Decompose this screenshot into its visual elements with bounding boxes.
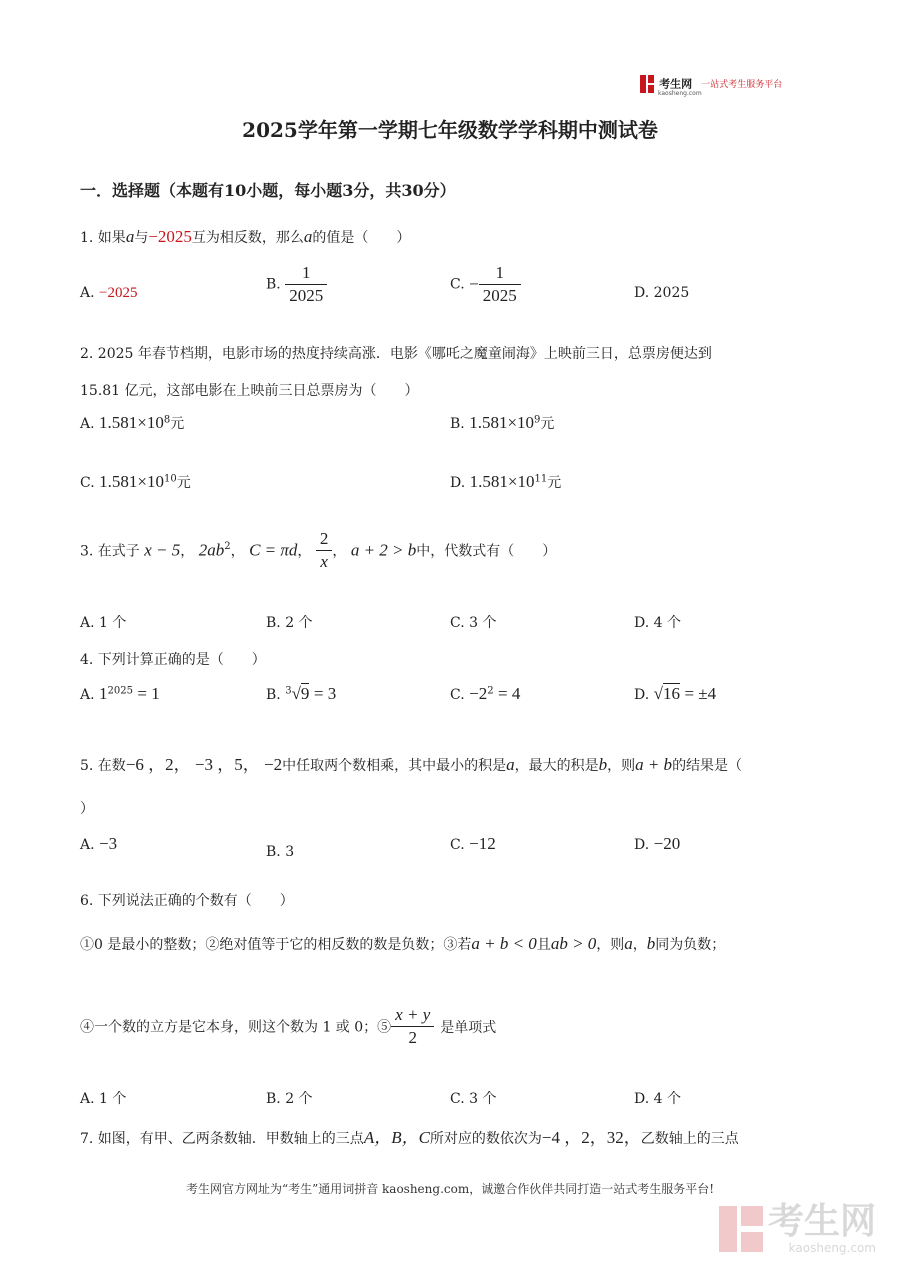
q4-option-d[interactable]: D. √16 = ±4 bbox=[634, 684, 717, 703]
watermark-logo-icon bbox=[719, 1206, 763, 1252]
q4-option-a[interactable]: A. $1^{2025} = 1$ bbox=[80, 684, 160, 703]
q6-option-d[interactable]: D. 4 个 bbox=[634, 1091, 681, 1107]
question-2-line1: 2. 2025 年春节档期，电影市场的热度持续高涨．电影《哪吒之魔童闹海》上映前三日，总票房便达到 bbox=[80, 346, 712, 362]
watermark-sub: kaosheng.com bbox=[788, 1241, 876, 1255]
question-7: 7. 如图，有甲、乙两条数轴．甲数轴上的三点A，B，C所对应的数依次为−4 ，2，32，乙数轴上的三点 bbox=[80, 1128, 739, 1147]
question-1: 1. 如果a与−2025互为相反数，那么a的值是（ ） bbox=[80, 227, 411, 246]
q5-option-a[interactable]: A. −3 bbox=[80, 834, 118, 853]
question-6-statements-1: ①0 是最小的整数；②绝对值等于它的相反数的数是负数；③若a + b < 0且ab > 0，则a，b同为负数； bbox=[80, 934, 726, 953]
section-heading: 一．选择题（本题有10小题，每小题3分，共30分） bbox=[80, 181, 456, 200]
q6-option-b[interactable]: B. 2 个 bbox=[266, 1091, 313, 1107]
question-2-line2: 15.81 亿元，这部电影在上映前三日总票房为（ ） bbox=[80, 383, 419, 399]
q3-option-b[interactable]: B. 2 个 bbox=[266, 615, 313, 631]
kaosheng-logo-icon bbox=[640, 75, 654, 93]
q1-option-d[interactable]: D. 2025 bbox=[634, 285, 690, 301]
question-6: 6. 下列说法正确的个数有（ ） bbox=[80, 893, 294, 909]
q1-option-a[interactable]: A. −2025 bbox=[80, 285, 138, 301]
q3-option-a[interactable]: A. 1 个 bbox=[80, 615, 127, 631]
q3-option-d[interactable]: D. 4 个 bbox=[634, 615, 681, 631]
q2-option-c[interactable]: C. $1.581\times 10^{10}$元 bbox=[80, 472, 191, 491]
q5-option-c[interactable]: C. −12 bbox=[450, 834, 496, 853]
question-5: 5. 在数−6 ，2， −3 ，5， −2中任取两个数相乘，其中最小的积是a，最大的积是b，则a + b的结果是（ bbox=[80, 755, 743, 774]
header-tagline: 一站式考生服务平台 bbox=[701, 80, 783, 90]
question-4: 4. 下列计算正确的是（ ） bbox=[80, 652, 266, 668]
q3-option-c[interactable]: C. 3 个 bbox=[450, 615, 497, 631]
question-6-statements-2: ④一个数的立方是它本身，则这个数为 1 或 0；⑤ $\frac{x + y}{2}$ 是单项式 bbox=[80, 1005, 497, 1047]
q6-option-c[interactable]: C. 3 个 bbox=[450, 1091, 497, 1107]
q6-option-a[interactable]: A. 1 个 bbox=[80, 1091, 127, 1107]
q5-option-d[interactable]: D. −20 bbox=[634, 834, 681, 853]
q4-option-b[interactable]: B. $^3$√9 = 3 bbox=[266, 684, 337, 703]
q2-option-b[interactable]: B. $1.581\times 10^9$元 bbox=[450, 413, 555, 432]
q1-option-b[interactable]: B. $\frac{1}{2025}$ bbox=[266, 262, 327, 307]
page-footer: 考生网官方网址为“考生”通用词拼音 kaosheng.com，诚邀合作伙伴共同打造一站式考生服务平台! bbox=[185, 1182, 715, 1196]
watermark-brand: 考生网 bbox=[767, 1201, 876, 1242]
watermark bbox=[719, 1203, 876, 1255]
q5-option-b[interactable]: B. 3 bbox=[266, 844, 295, 860]
header-logo bbox=[640, 73, 782, 97]
q2-option-d[interactable]: D. $1.581\times 10^{11}$元 bbox=[450, 472, 562, 491]
page-title: 2025学年第一学期七年级数学学科期中测试卷 bbox=[242, 118, 658, 142]
q1-option-c[interactable]: C. − $\frac{1}{2025}$ bbox=[450, 262, 521, 307]
header-brand-sub: kaosheng.com bbox=[658, 89, 702, 97]
question-5-close: ） bbox=[80, 801, 94, 817]
header-brand: 考生网 bbox=[659, 77, 693, 91]
q4-option-c[interactable]: C. $-2^2 = 4$ bbox=[450, 684, 521, 703]
question-3: 3. 在式子 x − 5， $2ab^2$， C = πd， $\frac{2}{x}$ ， a + 2 > b中，代数式有（ ） bbox=[80, 529, 557, 571]
q2-option-a[interactable]: A. $1.581\times 10^8$元 bbox=[80, 413, 185, 432]
